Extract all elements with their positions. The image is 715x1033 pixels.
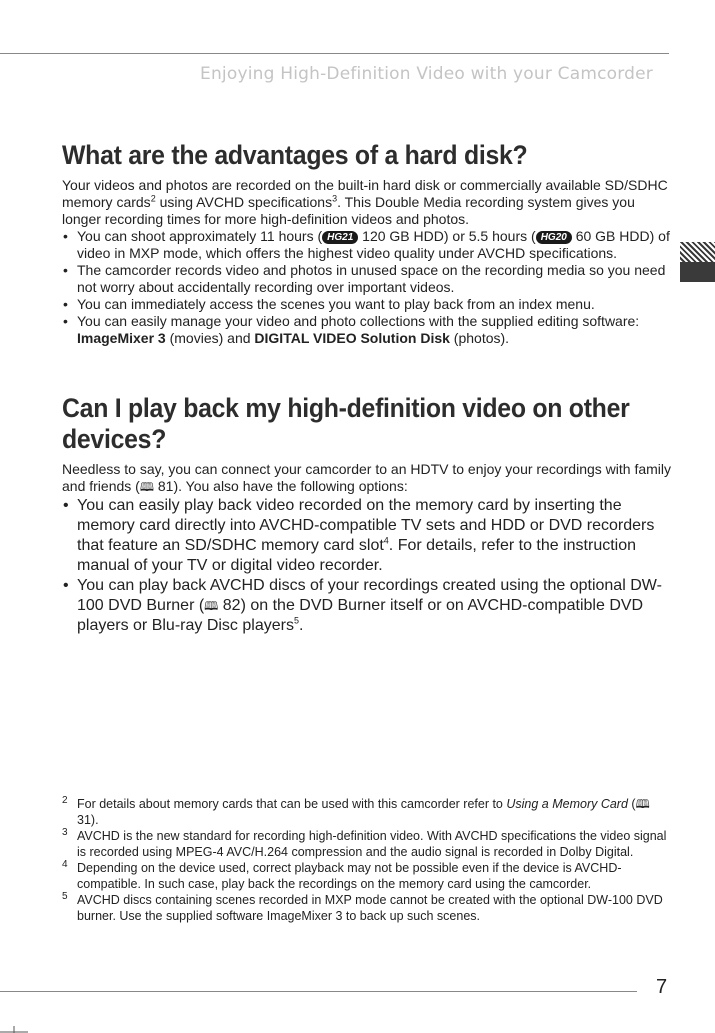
crop-marks xyxy=(0,1026,715,1033)
page-number: 7 xyxy=(656,976,668,998)
list-item: • You can shoot approximately 11 hours ( HG21 120 GB HDD) or 5.5 hours ( HG20 60 GB HDD) of video in MXP mode, which offers the highest video quality under AVCHD specifications. xyxy=(62,228,672,262)
software-name-imagemixer: ImageMixer 3 xyxy=(77,330,166,346)
hg20-model-badge: HG20 xyxy=(536,231,572,244)
section1-bullets xyxy=(62,228,672,347)
section1-heading: What are the advantages of a hard disk? xyxy=(62,140,528,170)
book-icon: 🕮 xyxy=(139,480,154,494)
book-icon: 🕮 xyxy=(204,599,219,613)
footnote-3: 3 AVCHD is the new standard for recording high-definition video. With AVCHD specifications the video signal is recorded using MPEG-4 AVC/H.264 compression and the audio signal is recorded in Dolby Digital. xyxy=(62,827,667,859)
section2-heading: Can I play back my high-definition video on other devices? xyxy=(62,393,630,454)
section2-bullets xyxy=(62,496,672,636)
footnote-2: 2 For details about memory cards that can be used with this camcorder refer to Using a Memory Card (🕮 31). xyxy=(62,795,650,827)
chapter-tab-marker xyxy=(680,242,715,282)
footnote-5: 5 AVCHD discs containing scenes recorded in MXP mode cannot be created with the optional DW-100 DVD burner. Use the supplied software ImageMixer 3 to back up such scenes. xyxy=(62,891,663,923)
hg21-model-badge: HG21 xyxy=(322,231,358,244)
footnote-4: 4 Depending on the device used, correct playback may not be possible even if the device is AVCHD-compatible. In such case, play back the recordings on the memory card using the camcorder. xyxy=(62,859,622,891)
list-item: • The camcorder records video and photos in unused space on the recording media so you need not worry about accidentally recording over important videos. xyxy=(62,262,672,296)
bottom-rule xyxy=(0,991,637,992)
list-item: • You can easily manage your video and photo collections with the supplied editing software: ImageMixer 3 (movies) and DIGITAL VIDEO Solution Disk (photos). xyxy=(62,313,672,347)
footnotes xyxy=(62,796,672,924)
book-icon: 🕮 xyxy=(635,797,650,811)
section1-intro: Your videos and photos are recorded on the built-in hard disk or commercially available SD/SDHC memory cards$^2$ using AVCHD specifications$^3$. This Double Media recording system gives you longer recording times for more high-definition videos and photos. xyxy=(62,177,668,227)
main-content xyxy=(62,140,672,636)
section2-intro: Needless to say, you can connect your camcorder to an HDTV to enjoy your recordings with family and friends (🕮 81). You also have the following options: xyxy=(62,461,672,494)
list-item: • You can easily play back video recorded on the memory card by inserting the memory card directly into AVCHD-compatible TV sets and HDD or DVD recorders that feature an SD/SDHC memory card slot$^4$. For details, refer to the instruction manual of your TV or digital video recorder. xyxy=(62,496,672,576)
list-item: • You can immediately access the scenes you want to play back from an index menu. xyxy=(62,296,672,313)
running-header: Enjoying High-Definition Video with your Camcorder xyxy=(200,64,653,84)
software-name-dvsd: DIGITAL VIDEO Solution Disk xyxy=(254,330,450,346)
top-rule xyxy=(0,53,669,54)
list-item: • You can play back AVCHD discs of your recordings created using the optional DW-100 DVD Burner (🕮 82) on the DVD Burner itself or on AVCHD-compatible DVD players or Blu-ray Disc players$^5$. xyxy=(62,576,672,636)
